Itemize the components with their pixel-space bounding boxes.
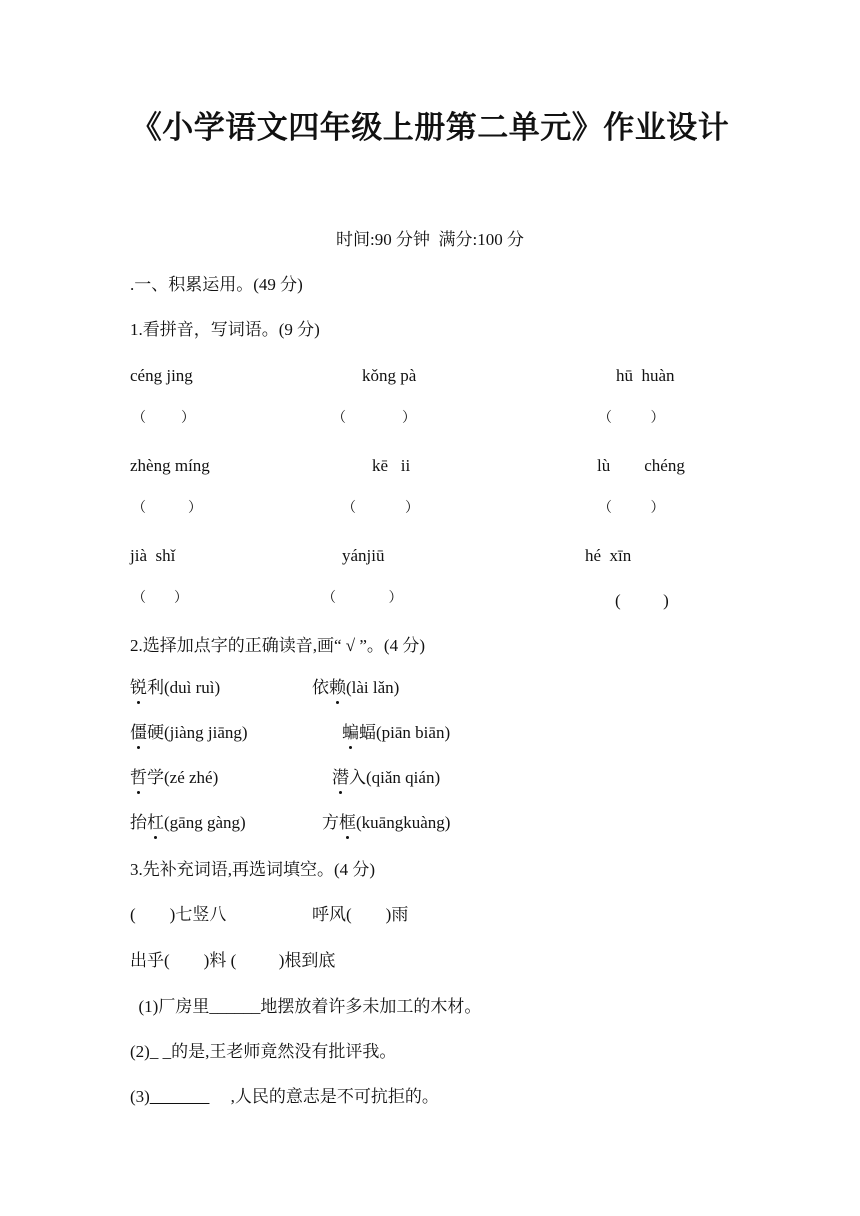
- dotted-character: 蝙: [342, 723, 359, 742]
- pronunciation-item: 僵硬(jiàng jiāng): [130, 723, 248, 742]
- answer-blank: （ ）: [598, 501, 665, 516]
- pinyin-prompt: zhèng míng: [130, 456, 210, 475]
- idiom-blank: 出乎( )料 ( )根到底: [130, 951, 336, 970]
- pinyin-prompt: lù chéng: [597, 456, 685, 475]
- pinyin-prompt: yánjiū: [342, 546, 385, 565]
- pronunciation-item: 潜入(qiǎn qián): [332, 768, 441, 787]
- idiom-blank: ( )七竖八: [130, 905, 227, 924]
- dotted-character: 哲: [130, 768, 147, 787]
- fill-sentence-2: (2)_ _的是,王老师竟然没有批评我。: [130, 1042, 397, 1061]
- pinyin-prompt: jià shǐ: [130, 546, 176, 565]
- fill-sentence-3: (3)_______ ,人民的意志是不可抗拒的。: [130, 1087, 439, 1106]
- pronunciation-item: 依赖(lài lǎn): [312, 678, 400, 697]
- dotted-character: 赖: [329, 678, 346, 697]
- pinyin-prompt: kǒng pà: [362, 366, 417, 385]
- question-3-heading: 3.先补充词语,再选词填空。(4 分): [130, 860, 376, 879]
- pronunciation-item: 哲学(zé zhé): [130, 768, 219, 787]
- pronunciation-item: 方框(kuāngkuàng): [322, 813, 451, 832]
- fill-sentence-1: (1)厂房里______地摆放着许多未加工的木材。: [130, 997, 482, 1016]
- dotted-character: 锐: [130, 678, 147, 697]
- pronunciation-item: 锐利(duì ruì): [130, 678, 221, 697]
- dotted-character: 潜: [332, 768, 349, 787]
- answer-blank: （ ）: [132, 501, 202, 516]
- question-1-heading: 1.看拼音，写词语。(9 分): [130, 320, 320, 339]
- answer-blank: （ ）: [132, 411, 195, 426]
- pronunciation-item: 抬杠(gāng gàng): [130, 813, 246, 832]
- section-heading: .一、积累运用。(49 分): [130, 275, 303, 294]
- pinyin-prompt: hé xīn: [585, 546, 632, 565]
- dotted-character: 框: [339, 813, 356, 832]
- answer-blank: （ ）: [322, 591, 403, 606]
- answer-blank: （ ）: [332, 411, 416, 426]
- idiom-blank: 呼风( )雨: [312, 905, 409, 924]
- dotted-character: 僵: [130, 723, 147, 742]
- answer-blank: （ ）: [598, 411, 665, 426]
- answer-blank: ( ): [615, 591, 669, 610]
- answer-blank: （ ）: [342, 501, 419, 516]
- pinyin-prompt: hū huàn: [616, 366, 675, 385]
- document-title: 《小学语文四年级上册第二单元》作业设计: [130, 110, 730, 145]
- dotted-character: 杠: [147, 813, 164, 832]
- pinyin-prompt: kē ii: [372, 456, 411, 475]
- answer-blank: （ ）: [132, 591, 188, 606]
- pronunciation-item: 蝙蝠(piān biān): [342, 723, 451, 742]
- time-score-line: 时间:90 分钟 满分:100 分: [336, 230, 524, 249]
- pinyin-prompt: céng jing: [130, 366, 193, 385]
- question-2-heading: 2.选择加点字的正确读音,画“ √ ”。(4 分): [130, 636, 425, 655]
